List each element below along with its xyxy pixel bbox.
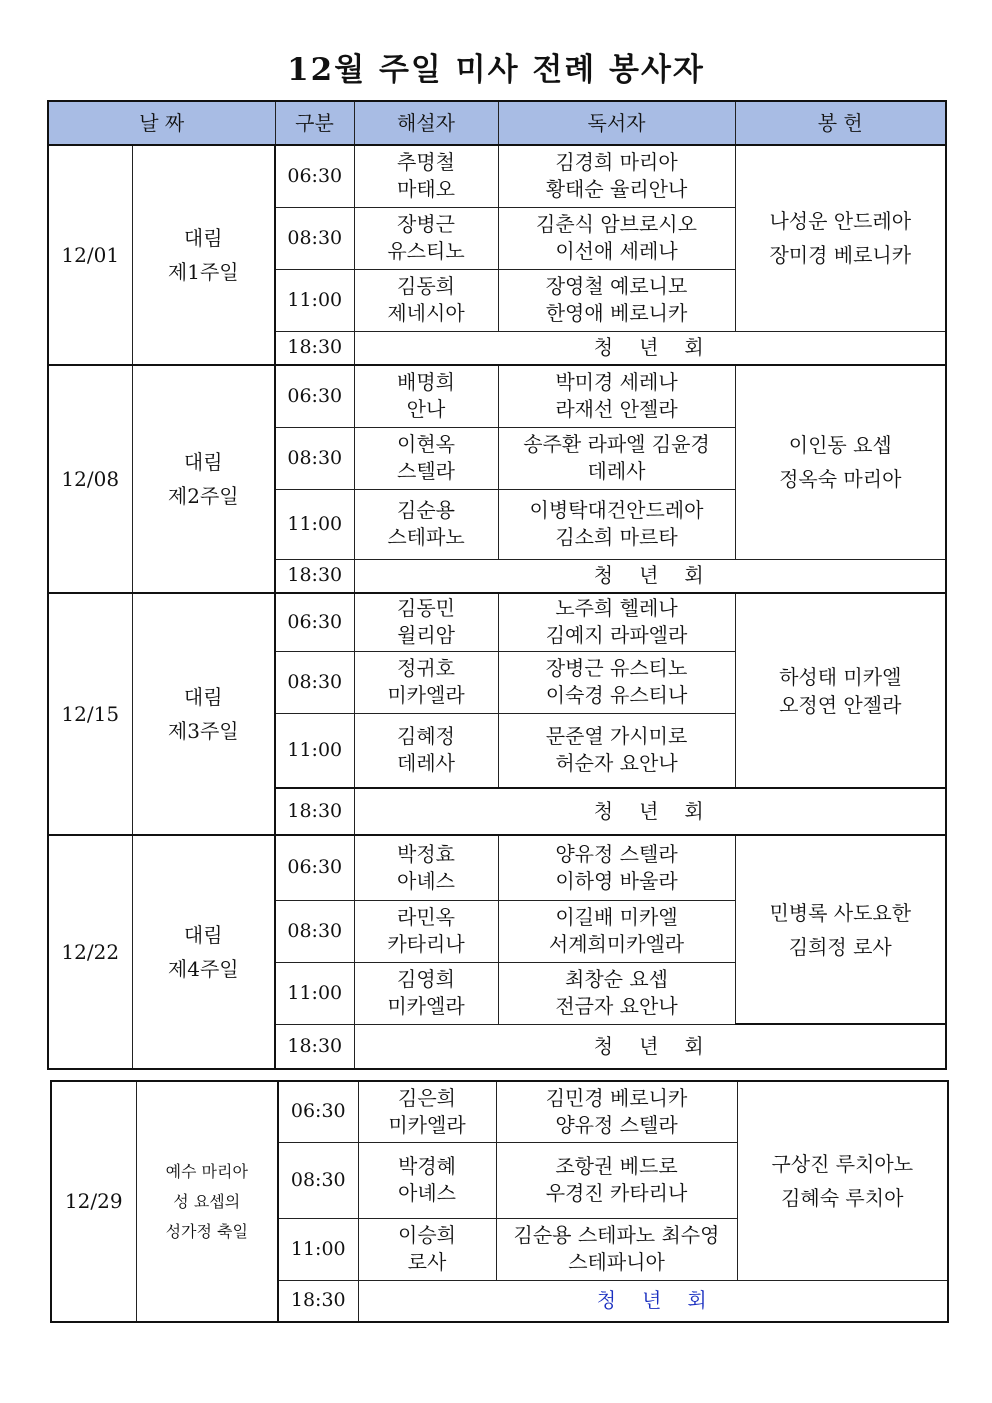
reader-cell: 장영철 예로니모 한영애 베로니카 <box>498 269 735 331</box>
page-title: 12월 주일 미사 전례 봉사자 <box>287 52 705 88</box>
offertory-cell: 나성운 안드레아 장미경 베로니카 <box>735 145 946 331</box>
week-number: 제4주일 <box>167 957 239 981</box>
commentator-cell: 정귀호 미카엘라 <box>354 651 498 713</box>
commentator-cell: 추명철 마태오 <box>354 145 498 207</box>
reader-cell: 문준열 가시미로 허순자 요안나 <box>498 713 735 788</box>
time-cell: 11:00 <box>275 269 354 331</box>
header-row <box>48 101 946 145</box>
table-row <box>48 365 946 427</box>
commentator-cell: 라민옥 카타리나 <box>354 900 498 962</box>
reader-cell: 송주환 라파엘 김윤경 데레사 <box>498 427 735 489</box>
time-cell: 06:30 <box>275 145 354 207</box>
time-cell: 11:00 <box>275 489 354 559</box>
time-cell: 06:30 <box>275 593 354 651</box>
reader-cell: 양유정 스텔라 이하영 바울라 <box>498 835 735 900</box>
reader-cell: 김민경 베로니카 양유정 스텔라 <box>496 1081 737 1142</box>
week-cell <box>132 365 275 593</box>
commentator-cell: 김동민 윌리암 <box>354 593 498 651</box>
commentator-cell: 이승희 로사 <box>358 1218 496 1280</box>
time-cell: 06:30 <box>275 835 354 900</box>
header-commentator: 해설자 <box>354 101 498 145</box>
commentator-cell: 김은희 미카엘라 <box>358 1081 496 1142</box>
reader-cell: 조항권 베드로 우경진 카타리나 <box>496 1142 737 1218</box>
reader-cell: 김경희 마리아 황태순 율리안나 <box>498 145 735 207</box>
week-number: 제1주일 <box>167 260 239 284</box>
offertory-cell: 이인동 요셉 정옥숙 마리아 <box>735 365 946 559</box>
offertory-cell: 구상진 루치아노 김혜숙 루치아 <box>737 1081 948 1280</box>
table-row <box>48 835 946 900</box>
commentator-cell: 김혜정 데레사 <box>354 713 498 788</box>
week-cell <box>132 835 275 1069</box>
week-name: 대림 <box>183 923 223 947</box>
youth-cell: 청 년 회 <box>358 1280 948 1322</box>
date-cell: 12/22 <box>48 835 132 1069</box>
week-cell <box>132 593 275 835</box>
feast-cell: 예수 마리아 성 요셉의 성가정 축일 <box>136 1081 278 1322</box>
time-cell: 18:30 <box>275 331 354 365</box>
time-cell: 18:30 <box>275 788 354 835</box>
time-cell: 18:30 <box>275 1024 354 1069</box>
date-cell: 12/08 <box>48 365 132 593</box>
offertory-cell: 하성태 미카엘 오정연 안젤라 <box>735 593 946 788</box>
youth-cell: 청 년 회 <box>354 1024 946 1069</box>
week-name: 대림 <box>183 450 223 474</box>
youth-cell: 청 년 회 <box>354 559 946 593</box>
time-cell: 08:30 <box>278 1142 358 1218</box>
time-cell: 08:30 <box>275 207 354 269</box>
time-cell: 06:30 <box>275 365 354 427</box>
reader-cell: 박미경 세레나 라재선 안젤라 <box>498 365 735 427</box>
commentator-cell: 이현옥 스텔라 <box>354 427 498 489</box>
week-name: 대림 <box>183 226 223 250</box>
table-row <box>48 145 946 207</box>
header-reader: 독서자 <box>498 101 735 145</box>
commentator-cell: 김동희 제네시아 <box>354 269 498 331</box>
week-number: 제3주일 <box>167 719 239 743</box>
reader-cell: 장병근 유스티노 이숙경 유스티나 <box>498 651 735 713</box>
reader-cell: 최창순 요셉 전금자 요안나 <box>498 962 735 1024</box>
date-cell: 12/01 <box>48 145 132 365</box>
header-date: 날 짜 <box>48 101 275 145</box>
time-cell: 11:00 <box>275 713 354 788</box>
youth-cell: 청 년 회 <box>354 331 946 365</box>
commentator-cell: 박경혜 아녜스 <box>358 1142 496 1218</box>
table-row <box>51 1081 948 1142</box>
reader-cell: 노주희 헬레나 김예지 라파엘라 <box>498 593 735 651</box>
youth-cell: 청 년 회 <box>354 788 946 835</box>
time-cell: 11:00 <box>275 962 354 1024</box>
week-name: 대림 <box>183 685 223 709</box>
commentator-cell: 김영희 미카엘라 <box>354 962 498 1024</box>
date-cell: 12/29 <box>51 1081 136 1322</box>
reader-cell: 김춘식 암브로시오 이선애 세레나 <box>498 207 735 269</box>
week-cell <box>132 145 275 365</box>
time-cell: 08:30 <box>275 900 354 962</box>
schedule-table <box>47 100 947 1070</box>
commentator-cell: 장병근 유스티노 <box>354 207 498 269</box>
time-cell: 18:30 <box>278 1280 358 1322</box>
reader-cell: 김순용 스테파노 최수영 스테파니아 <box>496 1218 737 1280</box>
header-offertory: 봉 헌 <box>735 101 946 145</box>
week-number: 제2주일 <box>167 484 239 508</box>
commentator-cell: 배명희 안나 <box>354 365 498 427</box>
time-cell: 11:00 <box>278 1218 358 1280</box>
commentator-cell: 김순용 스테파노 <box>354 489 498 559</box>
time-cell: 06:30 <box>278 1081 358 1142</box>
time-cell: 08:30 <box>275 651 354 713</box>
time-cell: 08:30 <box>275 427 354 489</box>
table-row <box>48 593 946 651</box>
date-cell: 12/15 <box>48 593 132 835</box>
offertory-cell: 민병록 사도요한 김희정 로사 <box>735 835 946 1024</box>
time-cell: 18:30 <box>275 559 354 593</box>
reader-cell: 이길배 미카엘 서계희미카엘라 <box>498 900 735 962</box>
schedule-table-feast <box>50 1080 949 1323</box>
header-type: 구분 <box>275 101 354 145</box>
commentator-cell: 박정효 아녜스 <box>354 835 498 900</box>
reader-cell: 이병탁대건안드레아 김소희 마르타 <box>498 489 735 559</box>
